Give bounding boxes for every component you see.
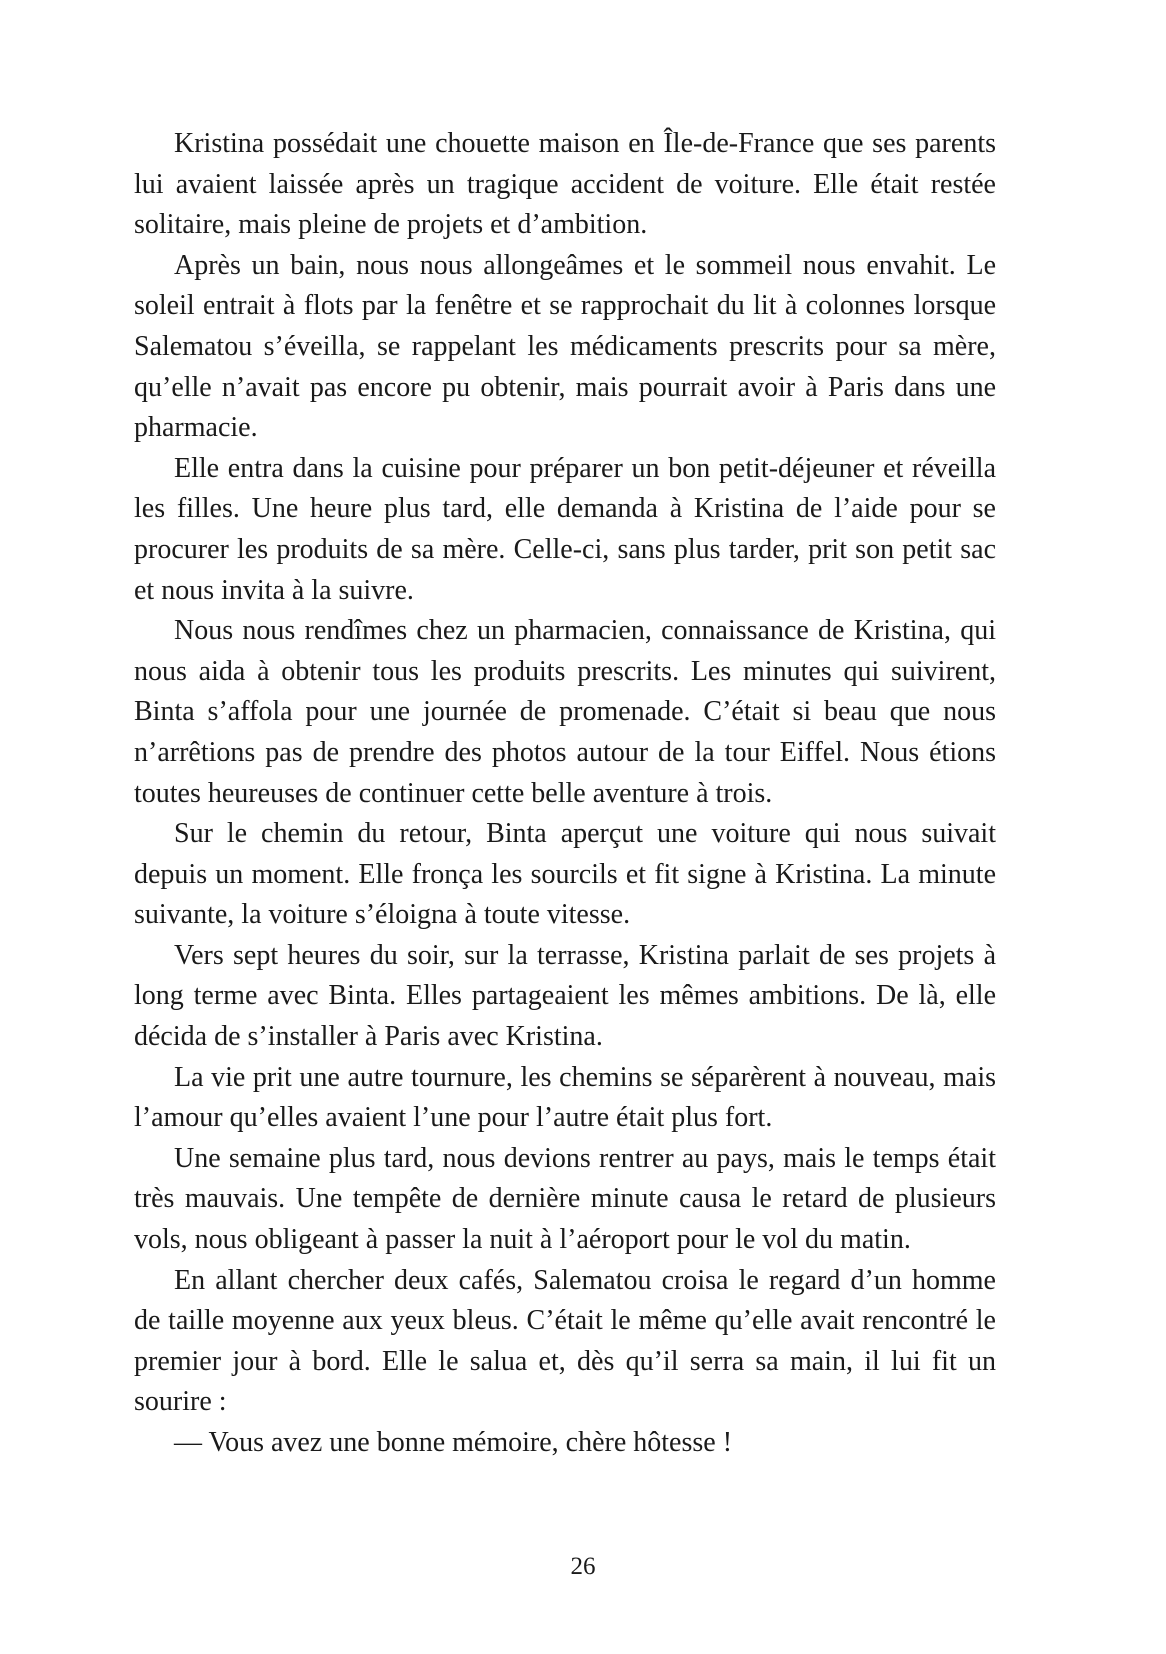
paragraph: En allant chercher deux cafés, Salematou croisa le regard d’un homme de taille moyenne aux yeux bleus. C’était le même qu’elle avait rencontré le premier jour à bord. Elle le salua et, dès qu’il serra sa main, il lui fit un sourire : (134, 1264, 996, 1418)
paragraph: Après un bain, nous nous allongeâmes et le sommeil nous envahit. Le soleil entrait à flots par la fenêtre et se rapprochait du lit à colonnes lorsque Salematou s’éveilla, se rappelant les médicaments prescrits pour sa mère, qu’elle n’avait pas encore pu obtenir, mais pourrait avoir à Paris dans une pharmacie. (134, 249, 996, 444)
paragraph: Une semaine plus tard, nous devions rentrer au pays, mais le temps était très mauvais. Une tempête de dernière minute causa le retard de plusieurs vols, nous obligeant à passer la nuit à l’aéroport pour le vol du matin. (134, 1142, 996, 1256)
paragraph: Vers sept heures du soir, sur la terrasse, Kristina parlait de ses projets à long terme avec Binta. Elles partageaient les mêmes ambitions. De là, elle décida de s’installer à Paris avec Kristina. (134, 939, 996, 1053)
paragraph: Nous nous rendîmes chez un pharmacien, connaissance de Kristina, qui nous aida à obtenir tous les produits prescrits. Les minutes qui suivirent, Binta s’affola pour une journée de promenade. C’était si beau que nous n’arrêtions pas de prendre des photos autour de la tour Eiffel. Nous étions toutes heureuses de continuer cette belle aventure à trois. (134, 615, 996, 809)
paragraph: Elle entra dans la cuisine pour préparer un bon petit-déjeuner et réveilla les filles. Une heure plus tard, elle demanda à Kristina de l’aide pour se procurer les produits de sa mère. Celle-ci, sans plus tarder, prit son petit sac et nous invita à la suivre. (134, 452, 996, 606)
dialogue-line: — Vous avez une bonne mémoire, chère hôtesse ! (174, 1427, 733, 1458)
paragraph: Sur le chemin du retour, Binta aperçut une voiture qui nous suivait depuis un moment. Elle fronça les sourcils et fit signe à Kristina. La minute suivante, la voiture s’éloigna à toute vitesse. (134, 818, 996, 931)
paragraph: La vie prit une autre tournure, les chemins se séparèrent à nouveau, mais l’amour qu’elles avaient l’une pour l’autre était plus fort. (134, 1061, 996, 1134)
page-number: 26 (570, 1553, 596, 1580)
body-text (134, 124, 996, 1464)
paragraph: Kristina possédait une chouette maison en Île-de-France que ses parents lui avaient laissée après un tragique accident de voiture. Elle était restée solitaire, mais pleine de projets et d’ambition. (134, 128, 996, 241)
